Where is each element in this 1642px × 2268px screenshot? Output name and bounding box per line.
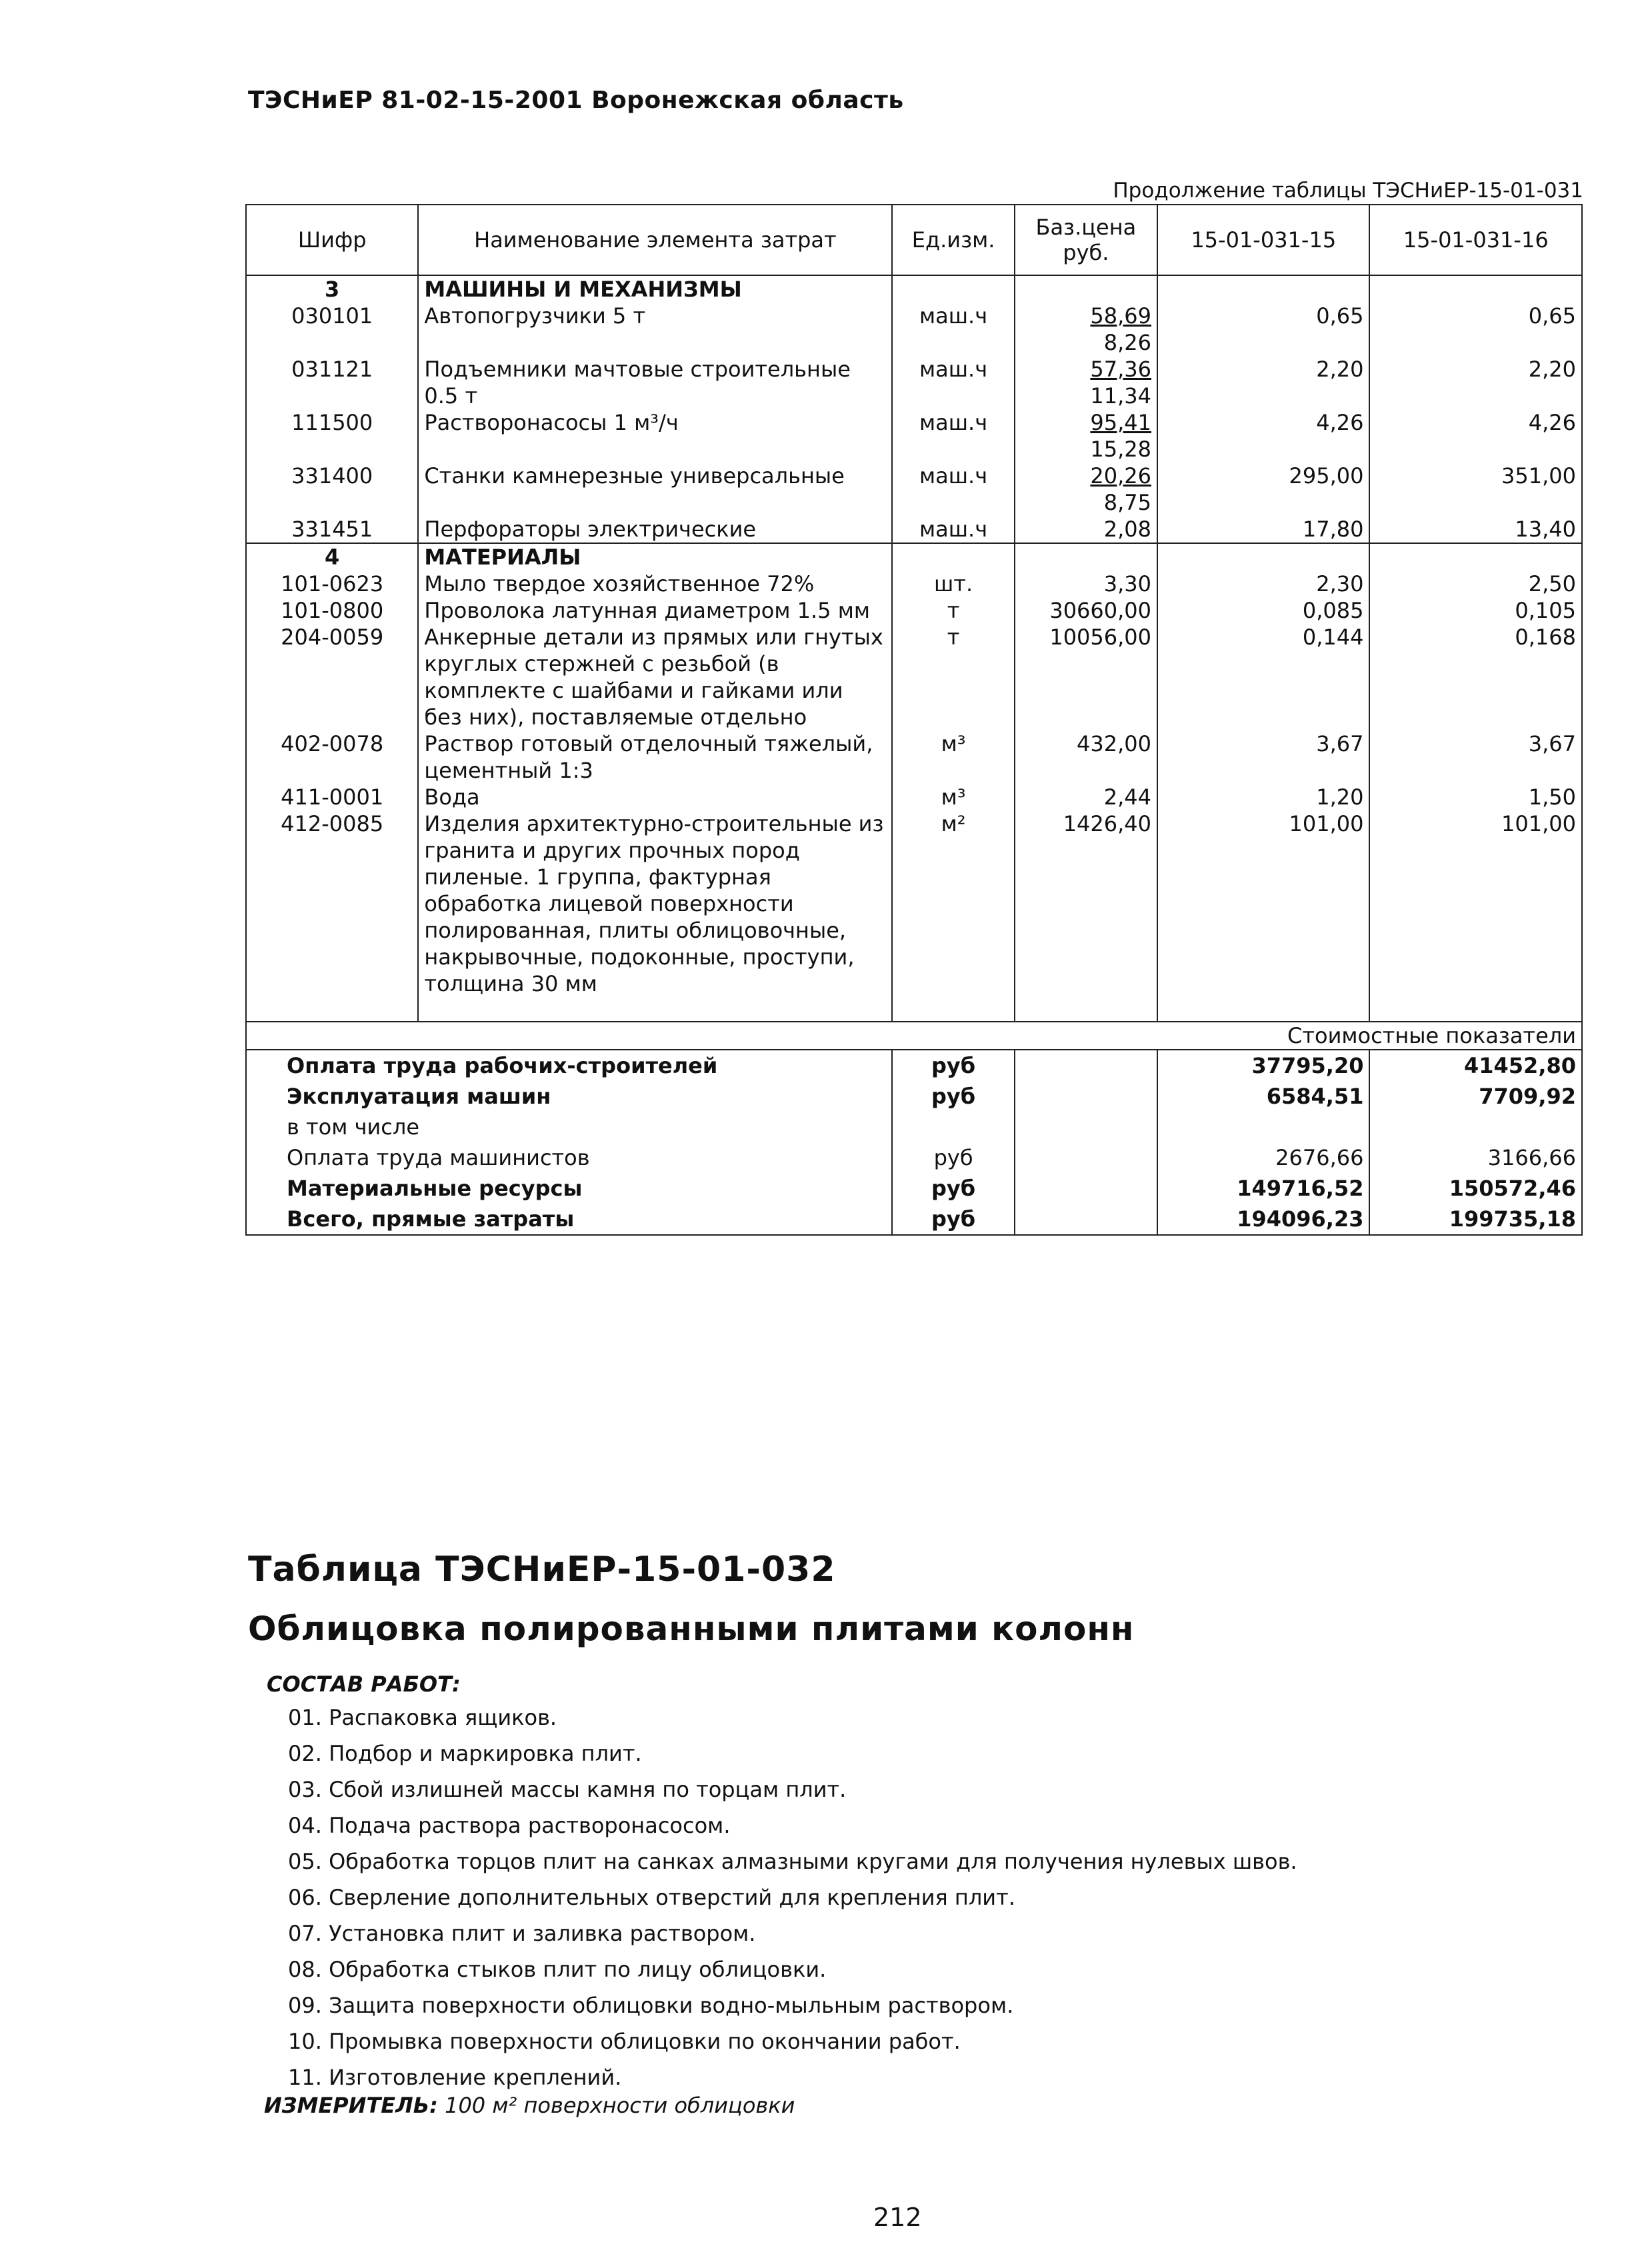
summary-row bbox=[246, 1081, 1582, 1112]
empty-cell bbox=[892, 997, 1014, 1022]
row-price-main: 432,00 bbox=[1077, 731, 1152, 756]
table-row bbox=[246, 463, 1582, 516]
row-price bbox=[1015, 730, 1157, 784]
row-name: Растворонасосы 1 м³/ч bbox=[418, 409, 892, 463]
row-price-main: 30660,00 bbox=[1049, 598, 1152, 623]
work-item: 11. Изготовление креплений. bbox=[288, 2065, 622, 2090]
work-item: 05. Обработка торцов плит на санках алмазными кругами для получения нулевых швов. bbox=[288, 1849, 1297, 1874]
summary-row bbox=[246, 1204, 1582, 1235]
row-value-16: 0,65 bbox=[1369, 303, 1582, 356]
row-price-main: 57,36 bbox=[1090, 357, 1152, 382]
work-item: 09. Защита поверхности облицовки водно-мыльным раствором. bbox=[288, 1993, 1014, 2018]
row-value-15: 0,085 bbox=[1157, 597, 1369, 624]
section-row bbox=[246, 543, 1582, 570]
table-row bbox=[246, 624, 1582, 730]
section-title: МАТЕРИАЛЫ bbox=[418, 543, 892, 570]
summary-unit: руб bbox=[892, 1173, 1014, 1204]
row-price bbox=[1015, 463, 1157, 516]
summary-row bbox=[246, 1050, 1582, 1081]
col-header-norm-16: 15-01-031-16 bbox=[1369, 205, 1582, 275]
work-item: 04. Подача раствора растворонасосом. bbox=[288, 1813, 731, 1838]
summary-label: Всего, прямые затраты bbox=[246, 1204, 892, 1235]
work-item: 01. Распаковка ящиков. bbox=[288, 1705, 557, 1730]
empty-cell bbox=[1015, 275, 1157, 303]
row-price-main: 3,30 bbox=[1103, 571, 1152, 596]
empty-cell bbox=[892, 543, 1014, 570]
row-unit: м³ bbox=[892, 730, 1014, 784]
summary-value-15: 149716,52 bbox=[1157, 1173, 1369, 1204]
work-item: 08. Обработка стыков плит по лицу облицовки. bbox=[288, 1957, 827, 1982]
row-name: Вода bbox=[418, 784, 892, 810]
row-price-wage: 8,75 bbox=[1103, 490, 1152, 515]
row-value-15: 295,00 bbox=[1157, 463, 1369, 516]
page-number: 212 bbox=[873, 2203, 922, 2232]
row-price bbox=[1015, 624, 1157, 730]
work-item: 07. Установка плит и заливка раствором. bbox=[288, 1921, 756, 1946]
row-code: 111500 bbox=[246, 409, 418, 463]
table-row bbox=[246, 597, 1582, 624]
section-code: 4 bbox=[246, 543, 418, 570]
table-row bbox=[246, 516, 1582, 543]
empty-cell bbox=[246, 997, 418, 1022]
table-row bbox=[246, 409, 1582, 463]
summary-label: Эксплуатация машин bbox=[246, 1081, 892, 1112]
table-row bbox=[246, 730, 1582, 784]
empty-cell bbox=[892, 275, 1014, 303]
row-code: 331451 bbox=[246, 516, 418, 543]
row-name: Перфораторы электрические bbox=[418, 516, 892, 543]
table-row bbox=[246, 303, 1582, 356]
empty-cell bbox=[1015, 1142, 1157, 1173]
measure-line bbox=[264, 2093, 795, 2118]
row-price-main: 20,26 bbox=[1090, 463, 1152, 489]
row-price-main: 1426,40 bbox=[1063, 811, 1152, 836]
summary-unit: руб bbox=[892, 1081, 1014, 1112]
row-value-16: 351,00 bbox=[1369, 463, 1582, 516]
row-unit: маш.ч bbox=[892, 303, 1014, 356]
row-unit: шт. bbox=[892, 570, 1014, 597]
summary-label: Материальные ресурсы bbox=[246, 1173, 892, 1204]
row-name: Станки камнерезные универсальные bbox=[418, 463, 892, 516]
row-value-15: 2,20 bbox=[1157, 356, 1369, 409]
row-code: 031121 bbox=[246, 356, 418, 409]
empty-cell bbox=[1015, 1081, 1157, 1112]
summary-value-15: 194096,23 bbox=[1157, 1204, 1369, 1235]
works-label: СОСТАВ РАБОТ: bbox=[267, 1672, 461, 1697]
row-value-15: 3,67 bbox=[1157, 730, 1369, 784]
row-code: 030101 bbox=[246, 303, 418, 356]
summary-value-16 bbox=[1369, 1112, 1582, 1142]
table-row bbox=[246, 810, 1582, 997]
row-value-15: 1,20 bbox=[1157, 784, 1369, 810]
empty-cell bbox=[1369, 997, 1582, 1022]
row-unit: т bbox=[892, 624, 1014, 730]
empty-cell bbox=[1157, 543, 1369, 570]
row-code: 402-0078 bbox=[246, 730, 418, 784]
empty-cell bbox=[1015, 1112, 1157, 1142]
row-value-15: 0,65 bbox=[1157, 303, 1369, 356]
row-unit: м² bbox=[892, 810, 1014, 997]
col-header-unit: Ед.изм. bbox=[892, 205, 1014, 275]
summary-label: в том числе bbox=[246, 1112, 892, 1142]
row-price-wage: 8,26 bbox=[1103, 330, 1152, 355]
col-header-price: Баз.цена руб. bbox=[1015, 205, 1157, 275]
row-price-main: 2,08 bbox=[1103, 517, 1152, 542]
row-name: Автопогрузчики 5 т bbox=[418, 303, 892, 356]
row-price bbox=[1015, 356, 1157, 409]
row-value-16: 3,67 bbox=[1369, 730, 1582, 784]
row-value-16: 0,168 bbox=[1369, 624, 1582, 730]
resource-table bbox=[245, 204, 1583, 1236]
summary-label: Оплата труда машинистов bbox=[246, 1142, 892, 1173]
table-continuation-note: Продолжение таблицы ТЭСНиЕР-15-01-031 bbox=[1113, 179, 1583, 203]
spacer-row bbox=[246, 997, 1582, 1022]
row-code: 101-0800 bbox=[246, 597, 418, 624]
row-price-main: 95,41 bbox=[1090, 410, 1152, 435]
work-item: 10. Промывка поверхности облицовки по окончании работ. bbox=[288, 2029, 961, 2054]
empty-cell bbox=[1015, 1173, 1157, 1204]
summary-value-16: 3166,66 bbox=[1369, 1142, 1582, 1173]
table-subtitle: Облицовка полированными плитами колонн bbox=[248, 1610, 1135, 1648]
summary-label: Оплата труда рабочих-строителей bbox=[246, 1050, 892, 1081]
summary-value-15: 6584,51 bbox=[1157, 1081, 1369, 1112]
summary-unit: руб bbox=[892, 1204, 1014, 1235]
col-header-name: Наименование элемента затрат bbox=[418, 205, 892, 275]
empty-cell bbox=[1157, 997, 1369, 1022]
col-header-norm-15: 15-01-031-15 bbox=[1157, 205, 1369, 275]
summary-value-16: 41452,80 bbox=[1369, 1050, 1582, 1081]
row-price-wage: 15,28 bbox=[1090, 437, 1152, 462]
summary-row bbox=[246, 1112, 1582, 1142]
row-value-15: 2,30 bbox=[1157, 570, 1369, 597]
row-name: Раствор готовый отделочный тяжелый, цементный 1:3 bbox=[418, 730, 892, 784]
table-row bbox=[246, 356, 1582, 409]
summary-value-15: 37795,20 bbox=[1157, 1050, 1369, 1081]
summary-value-16: 7709,92 bbox=[1369, 1081, 1582, 1112]
row-value-15: 17,80 bbox=[1157, 516, 1369, 543]
row-price-main: 58,69 bbox=[1090, 303, 1152, 329]
summary-row bbox=[246, 1142, 1582, 1173]
row-name: Подъемники мачтовые строительные 0.5 т bbox=[418, 356, 892, 409]
row-code: 411-0001 bbox=[246, 784, 418, 810]
row-price bbox=[1015, 409, 1157, 463]
work-item: 03. Сбой излишней массы камня по торцам плит. bbox=[288, 1777, 847, 1802]
row-price bbox=[1015, 810, 1157, 997]
section-code: 3 bbox=[246, 275, 418, 303]
row-value-16: 4,26 bbox=[1369, 409, 1582, 463]
col-header-code: Шифр bbox=[246, 205, 418, 275]
summary-row bbox=[246, 1173, 1582, 1204]
work-item: 06. Сверление дополнительных отверстий для крепления плит. bbox=[288, 1885, 1015, 1910]
row-code: 331400 bbox=[246, 463, 418, 516]
table-title: Таблица ТЭСНиЕР-15-01-032 bbox=[248, 1550, 836, 1590]
row-value-16: 2,20 bbox=[1369, 356, 1582, 409]
empty-cell bbox=[1369, 275, 1582, 303]
row-value-16: 13,40 bbox=[1369, 516, 1582, 543]
row-name: Мыло твердое хозяйственное 72% bbox=[418, 570, 892, 597]
table-header-row bbox=[246, 205, 1582, 275]
row-value-15: 101,00 bbox=[1157, 810, 1369, 997]
measure-label: ИЗМЕРИТЕЛЬ: bbox=[264, 2093, 438, 2118]
summary-value-15 bbox=[1157, 1112, 1369, 1142]
row-value-16: 101,00 bbox=[1369, 810, 1582, 997]
row-unit: м³ bbox=[892, 784, 1014, 810]
row-price bbox=[1015, 516, 1157, 543]
cost-header: Стоимостные показатели bbox=[246, 1022, 1582, 1050]
row-value-16: 1,50 bbox=[1369, 784, 1582, 810]
summary-unit: руб bbox=[892, 1050, 1014, 1081]
table-row bbox=[246, 570, 1582, 597]
row-code: 204-0059 bbox=[246, 624, 418, 730]
row-price-main: 10056,00 bbox=[1049, 624, 1152, 650]
row-unit: маш.ч bbox=[892, 409, 1014, 463]
row-price bbox=[1015, 303, 1157, 356]
table-row bbox=[246, 784, 1582, 810]
row-unit: маш.ч bbox=[892, 463, 1014, 516]
work-item: 02. Подбор и маркировка плит. bbox=[288, 1741, 642, 1766]
empty-cell bbox=[1157, 275, 1369, 303]
page-header: ТЭСНиЕР 81-02-15-2001 Воронежская область bbox=[248, 87, 904, 114]
summary-value-15: 2676,66 bbox=[1157, 1142, 1369, 1173]
summary-value-16: 199735,18 bbox=[1369, 1204, 1582, 1235]
summary-unit bbox=[892, 1112, 1014, 1142]
cost-header-row bbox=[246, 1022, 1582, 1050]
empty-cell bbox=[418, 997, 892, 1022]
row-name: Изделия архитектурно-строительные из гранита и других прочных пород пиленые. 1 группа, фактурная обработка лицевой поверхности полированная, плиты облицовочные, накрывочные, подоконные, проступи, толщина 30 мм bbox=[418, 810, 892, 997]
works-list bbox=[288, 1700, 1297, 2095]
measure-value: 100 м² поверхности облицовки bbox=[445, 2093, 795, 2118]
row-value-16: 0,105 bbox=[1369, 597, 1582, 624]
summary-unit: руб bbox=[892, 1142, 1014, 1173]
row-unit: маш.ч bbox=[892, 516, 1014, 543]
row-value-15: 4,26 bbox=[1157, 409, 1369, 463]
summary-value-16: 150572,46 bbox=[1369, 1173, 1582, 1204]
row-unit: маш.ч bbox=[892, 356, 1014, 409]
row-code: 101-0623 bbox=[246, 570, 418, 597]
row-value-16: 2,50 bbox=[1369, 570, 1582, 597]
row-price bbox=[1015, 597, 1157, 624]
empty-cell bbox=[1015, 997, 1157, 1022]
row-price-main: 2,44 bbox=[1103, 784, 1152, 810]
row-name: Анкерные детали из прямых или гнутых круглых стержней с резьбой (в комплекте с шайбами и гайками или без них), поставляемые отдельно bbox=[418, 624, 892, 730]
empty-cell bbox=[1015, 1204, 1157, 1235]
row-price bbox=[1015, 784, 1157, 810]
row-value-15: 0,144 bbox=[1157, 624, 1369, 730]
empty-cell bbox=[1369, 543, 1582, 570]
row-price bbox=[1015, 570, 1157, 597]
row-code: 412-0085 bbox=[246, 810, 418, 997]
empty-cell bbox=[1015, 543, 1157, 570]
section-title: МАШИНЫ И МЕХАНИЗМЫ bbox=[418, 275, 892, 303]
row-unit: т bbox=[892, 597, 1014, 624]
empty-cell bbox=[1015, 1050, 1157, 1081]
row-price-wage: 11,34 bbox=[1090, 383, 1152, 409]
section-row bbox=[246, 275, 1582, 303]
row-name: Проволока латунная диаметром 1.5 мм bbox=[418, 597, 892, 624]
